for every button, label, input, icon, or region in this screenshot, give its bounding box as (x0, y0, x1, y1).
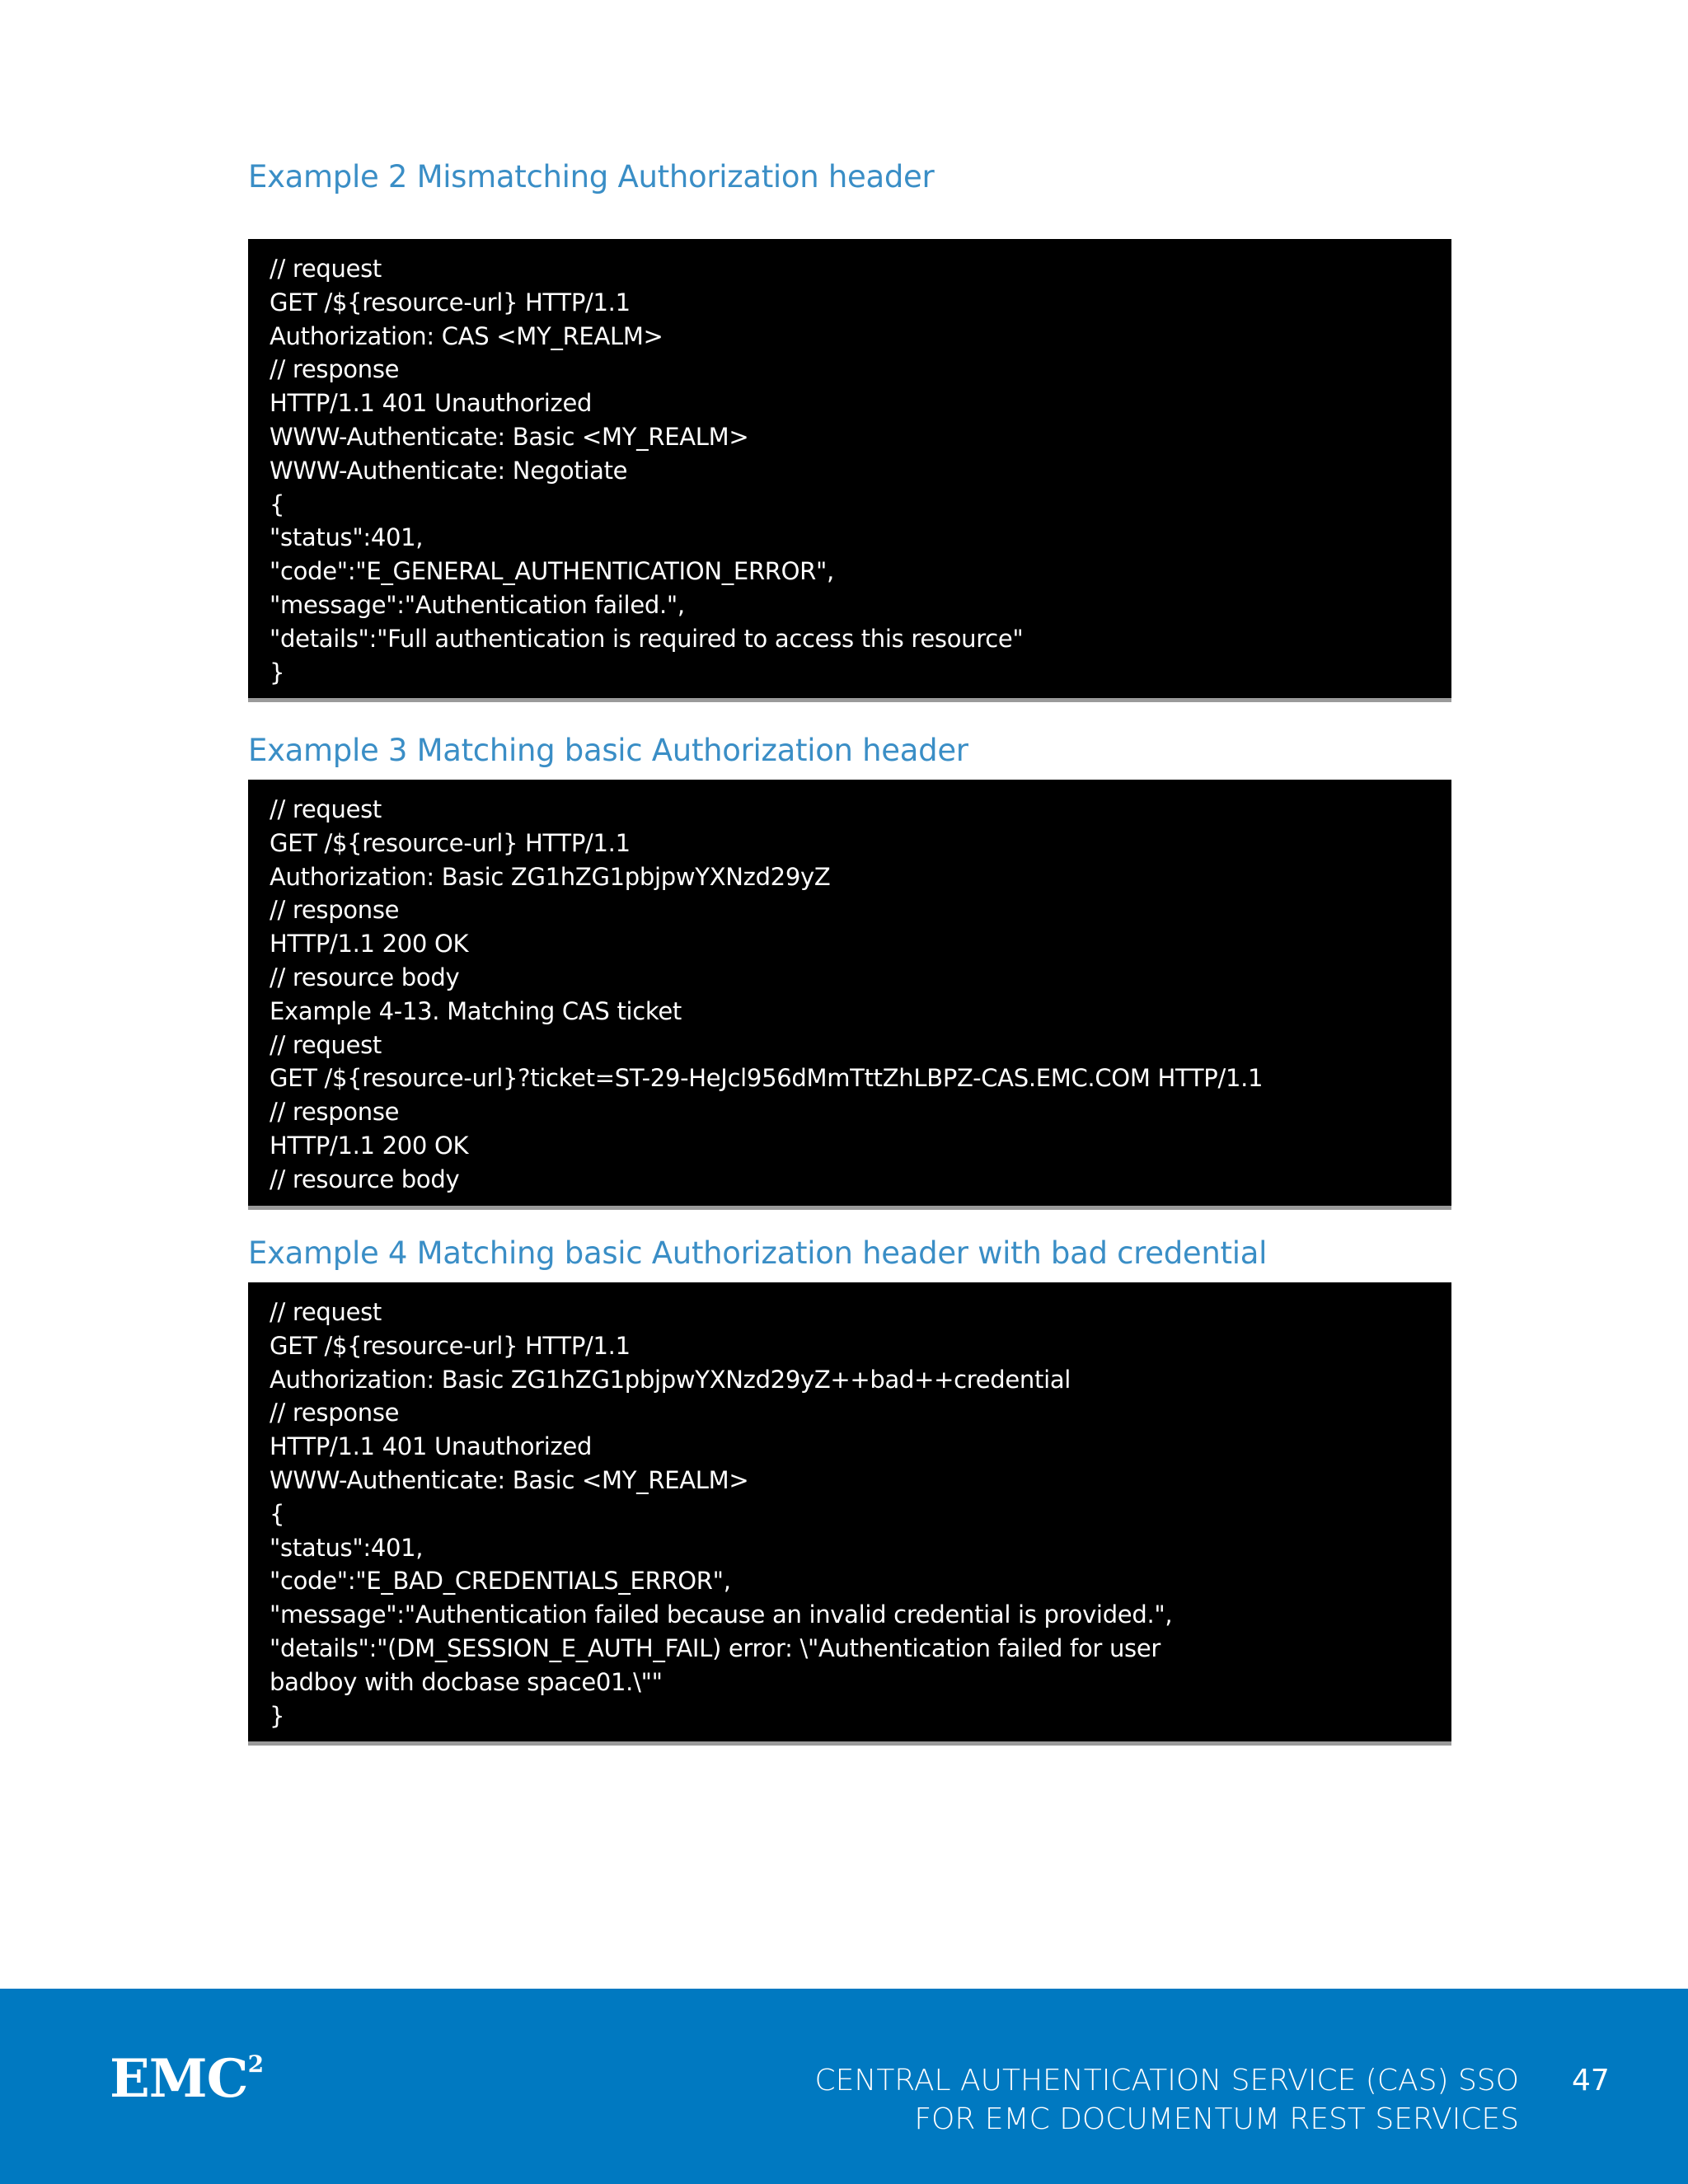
page-footer (0, 1989, 1688, 2184)
code-line: Authorization: Basic ZG1hZG1pbjpwYXNzd29yZ++bad++credential (270, 1365, 1071, 1394)
code-line: "status":401, (270, 1533, 424, 1562)
code-line: HTTP/1.1 200 OK (270, 930, 469, 958)
code-line: WWW-Authenticate: Negotiate (270, 456, 628, 485)
code-line: "status":401, (270, 523, 424, 552)
code-line: { (270, 1499, 285, 1528)
code-line: Authorization: CAS <MY_REALM> (270, 321, 663, 350)
code-line: Example 4-13. Matching CAS ticket (270, 996, 682, 1025)
code-line: "code":"E_BAD_CREDENTIALS_ERROR", (270, 1567, 731, 1596)
logo-superscript: 2 (247, 2050, 264, 2078)
code-line: GET /${resource-url} HTTP/1.1 (270, 288, 631, 316)
document-title-line-1: CENTRAL AUTHENTICATION SERVICE (CAS) SSO (814, 2064, 1519, 2097)
code-line: HTTP/1.1 200 OK (270, 1131, 469, 1160)
example-2-heading: Example 2 Mismatching Authorization header (248, 159, 935, 194)
code-line: GET /${resource-url} HTTP/1.1 (270, 828, 631, 857)
code-line: // response (270, 1399, 400, 1427)
code-line: GET /${resource-url}?ticket=ST-29-HeJcl956dMmTttZhLBPZ-CAS.EMC.COM HTTP/1.1 (270, 1064, 1264, 1093)
code-line: // request (270, 1030, 382, 1059)
code-line: // resource body (270, 1165, 460, 1193)
document-title-line-2: FOR EMC DOCUMENTUM REST SERVICES (914, 2102, 1519, 2136)
document-title (815, 2061, 1520, 2139)
code-line: "details":"Full authentication is required to access this resource" (270, 624, 1024, 653)
logo-text: EMC (110, 2048, 248, 2110)
code-line: Authorization: Basic ZG1hZG1pbjpwYXNzd29yZ (270, 862, 831, 891)
code-line: } (270, 658, 285, 687)
code-line: "details":"(DM_SESSION_E_AUTH_FAIL) error: \"Authentication failed for user (270, 1633, 1161, 1662)
page-number: 47 (1572, 2064, 1610, 2097)
code-line: HTTP/1.1 401 Unauthorized (270, 389, 593, 418)
code-line: // request (270, 1298, 382, 1326)
code-line: "message":"Authentication failed because an invalid credential is provided.", (270, 1601, 1173, 1629)
example-2-code-block (248, 239, 1451, 702)
code-line: GET /${resource-url} HTTP/1.1 (270, 1331, 631, 1360)
code-line: WWW-Authenticate: Basic <MY_REALM> (270, 422, 749, 451)
code-line: "code":"E_GENERAL_AUTHENTICATION_ERROR", (270, 557, 834, 586)
code-line: } (270, 1701, 285, 1730)
example-4-heading: Example 4 Matching basic Authorization header with bad credential (248, 1235, 1268, 1271)
example-4-code-block (248, 1282, 1451, 1746)
code-line: // request (270, 255, 382, 283)
code-line: // response (270, 896, 400, 925)
code-line: // response (270, 355, 400, 384)
code-line: // response (270, 1098, 400, 1127)
code-line: HTTP/1.1 401 Unauthorized (270, 1432, 593, 1461)
code-line: "message":"Authentication failed.", (270, 590, 685, 619)
code-line: // resource body (270, 963, 460, 991)
code-line: WWW-Authenticate: Basic <MY_REALM> (270, 1465, 749, 1494)
example-3-code-block (248, 780, 1451, 1210)
code-line: // request (270, 795, 382, 823)
example-3-heading: Example 3 Matching basic Authorization header (248, 733, 968, 768)
emc-logo (110, 2048, 264, 2110)
code-line: { (270, 490, 285, 518)
code-line: badboy with docbase space01.\"" (270, 1667, 663, 1696)
